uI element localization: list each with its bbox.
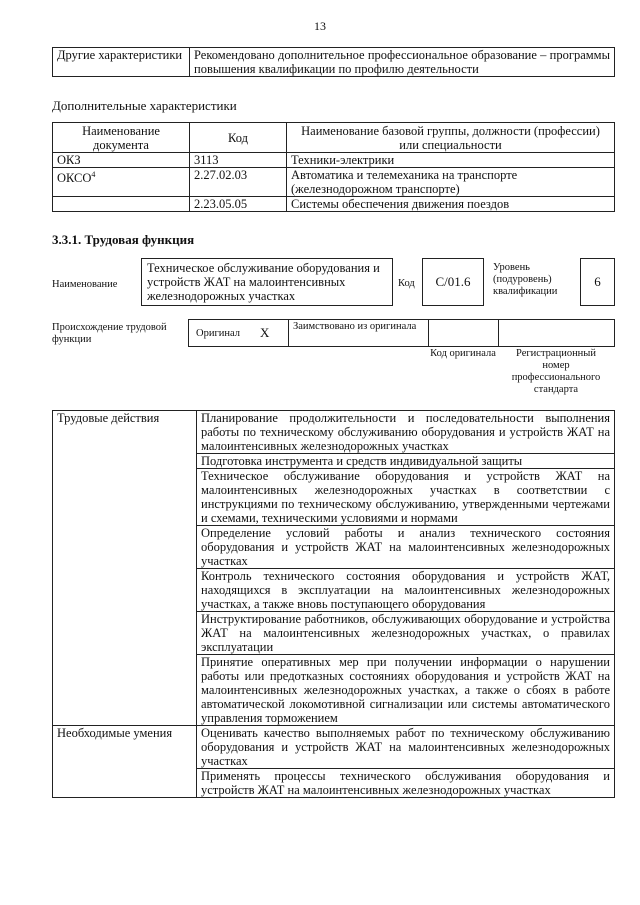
origin-label: Происхождение трудовой функции bbox=[52, 322, 167, 345]
header-group-name: Наименование базовой группы, должности (профессии) или специальности bbox=[287, 123, 615, 153]
divider bbox=[498, 319, 499, 347]
level-label: Уровень (подуровень) квалификации bbox=[493, 262, 558, 297]
function-code-box bbox=[422, 258, 484, 306]
divider bbox=[428, 319, 429, 347]
row-name: Системы обеспечения движения поездов bbox=[287, 197, 615, 212]
original-mark: X bbox=[260, 325, 270, 340]
table-row bbox=[53, 168, 615, 197]
skill-item: Оценивать качество выполняемых работ по техническому обслуживанию оборудования и устройств ЖАТ на малоинтенсивных железнодорожных участках bbox=[197, 726, 615, 769]
row-name: Автоматика и телемеханика на транспорте (железнодорожном транспорте) bbox=[287, 168, 615, 197]
skill-item: Применять процессы технического обслуживания оборудования и устройств ЖАТ на малоинтенсивных железнодорожных участках bbox=[197, 769, 615, 798]
borrowed-label: Заимствовано из оригинала bbox=[293, 321, 417, 332]
table-row bbox=[53, 153, 615, 168]
function-name-value: Техническое обслуживание оборудования и устройств ЖАТ на малоинтенсивных железнодорожных участках bbox=[147, 261, 380, 303]
row-code: 2.23.05.05 bbox=[190, 197, 287, 212]
row-doc bbox=[53, 197, 190, 212]
row-code: 3113 bbox=[190, 153, 287, 168]
other-characteristics-table bbox=[52, 47, 615, 77]
duty-item: Подготовка инструмента и средств индивидуальной защиты bbox=[197, 454, 615, 469]
table-row bbox=[53, 197, 615, 212]
section-heading: 3.3.1. Трудовая функция bbox=[52, 232, 195, 247]
registration-number-caption: Регистрационный номер профессионального стандарта bbox=[511, 348, 601, 395]
level-box bbox=[580, 258, 615, 306]
table-row bbox=[53, 411, 615, 454]
function-name-box bbox=[141, 258, 393, 306]
function-code-value: C/01.6 bbox=[435, 274, 471, 289]
row-doc bbox=[53, 168, 190, 197]
footnote-mark: 4 bbox=[91, 170, 96, 179]
duties-label: Трудовые действия bbox=[53, 411, 197, 726]
duty-item: Определение условий работы и анализ технического состояния оборудования и устройств ЖАТ на малоинтенсивных железнодорожных участках bbox=[197, 526, 615, 569]
level-value: 6 bbox=[594, 274, 601, 289]
row-doc: ОКЗ bbox=[53, 153, 190, 168]
code-label: Код bbox=[398, 278, 415, 289]
row-doc-text: ОКСО bbox=[57, 171, 92, 186]
duty-item: Инструктирование работников, обслуживающих оборудование и устройства ЖАТ на малоинтенсивных железнодорожных участках, о правилах эксплуатации bbox=[197, 612, 615, 655]
original-label: Оригинал bbox=[196, 328, 240, 339]
skills-label: Необходимые умения bbox=[53, 726, 197, 798]
duties-skills-table bbox=[52, 410, 615, 798]
additional-characteristics-title: Дополнительные характеристики bbox=[52, 98, 237, 113]
page-number: 13 bbox=[314, 19, 326, 33]
row-code: 2.27.02.03 bbox=[190, 168, 287, 197]
other-characteristics-label: Другие характеристики bbox=[53, 48, 190, 77]
other-characteristics-value: Рекомендовано дополнительное профессиональное образование – программы повышения квалификации по профилю деятельности bbox=[190, 48, 615, 77]
header-document: Наименование документа bbox=[53, 123, 190, 153]
duty-item: Планирование продолжительности и последовательности выполнения работы по техническому обслуживанию оборудования и устройств ЖАТ на малоинтенсивных железнодорожных участках bbox=[197, 411, 615, 454]
header-code: Код bbox=[190, 123, 287, 153]
name-label: Наименование bbox=[52, 279, 118, 290]
duty-item: Принятие оперативных мер при получении информации о нарушении работы или предотказных состояниях оборудования и устройств ЖАТ на малоинтенсивных железнодорожных участках, а также о сбоях в работе автоматической локомотивной сигнализации или системы автоматического управления торможением bbox=[197, 655, 615, 726]
code-original-caption: Код оригинала bbox=[430, 348, 496, 359]
duty-item: Техническое обслуживание оборудования и устройств ЖАТ на малоинтенсивных железнодорожных участках в соответствии с инструкциями по техническому обслуживанию, утвержденными чертежами и схемами, техническими условиями и нормами bbox=[197, 469, 615, 526]
duty-item: Контроль технического состояния оборудования и устройств ЖАТ, находящихся в эксплуатации на малоинтенсивных железнодорожных участках, а также вновь поступающего оборудования bbox=[197, 569, 615, 612]
table-row bbox=[53, 726, 615, 769]
row-name: Техники-электрики bbox=[287, 153, 615, 168]
additional-characteristics-table bbox=[52, 122, 615, 212]
divider bbox=[288, 319, 289, 347]
